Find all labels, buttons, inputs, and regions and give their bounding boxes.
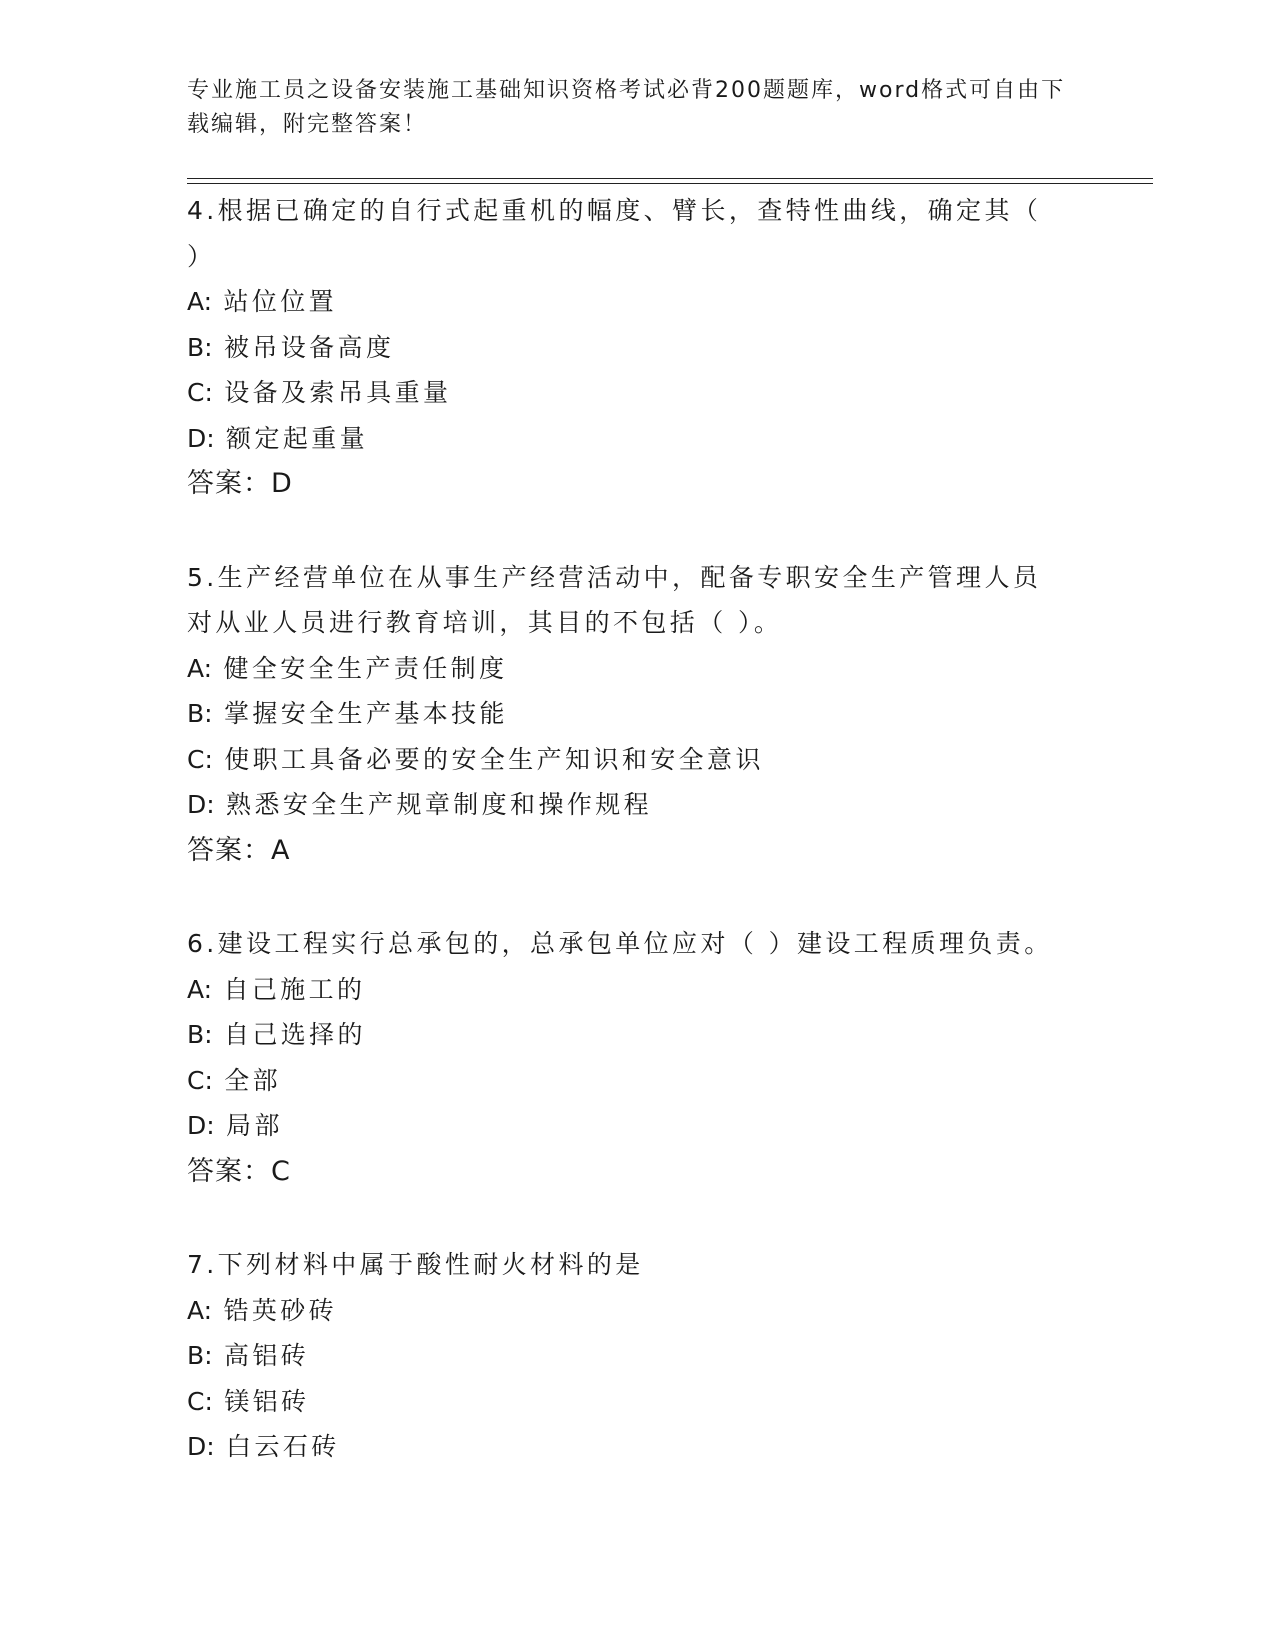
option-text: 高铝砖 — [223, 1341, 310, 1370]
option-d — [187, 1424, 1087, 1470]
option-a — [187, 646, 1087, 692]
option-text: 站位位置 — [223, 287, 338, 316]
question-item — [187, 1242, 1087, 1470]
option-b — [187, 1333, 1087, 1379]
header-divider-top — [187, 178, 1153, 179]
option-c — [187, 370, 1087, 416]
option-label: D: — [187, 790, 215, 819]
answer-line: 答案：D — [187, 468, 293, 499]
option-text: 额定起重量 — [226, 423, 369, 453]
question-item — [187, 188, 1087, 507]
option-text: 全部 — [224, 1065, 282, 1095]
option-text: 设备及索吊具重量 — [224, 378, 452, 407]
option-a — [187, 279, 1087, 325]
option-label: A: — [187, 653, 213, 683]
option-label: A: — [187, 287, 213, 316]
option-c — [187, 737, 1087, 783]
option-label: C: — [187, 1065, 213, 1095]
option-label: B: — [187, 1341, 213, 1370]
option-d — [187, 1103, 1087, 1149]
option-a — [187, 1288, 1087, 1334]
option-c — [187, 1379, 1087, 1425]
option-text: 自己选择的 — [223, 1020, 366, 1049]
option-text: 自己施工的 — [223, 974, 366, 1004]
option-label: B: — [187, 1020, 213, 1049]
option-c — [187, 1058, 1087, 1104]
header-divider-bottom — [187, 183, 1153, 184]
question-list — [187, 188, 1087, 1518]
option-text: 健全安全生产责任制度 — [223, 653, 508, 683]
question-stem: 7.下列材料中属于酸性耐火材料的是 — [187, 1250, 644, 1279]
question-stem: 6.建设工程实行总承包的，总承包单位应对（ ）建设工程质理负责。 — [187, 929, 1053, 958]
question-item — [187, 555, 1087, 874]
option-b — [187, 325, 1087, 371]
document-header: 专业施工员之设备安装施工基础知识资格考试必背200题题库，word格式可自由下载编辑，附完整答案！ — [187, 78, 1066, 137]
option-text: 锆英砂砖 — [223, 1295, 338, 1325]
option-label: A: — [187, 974, 213, 1004]
answer-line: 答案：A — [187, 834, 291, 866]
option-d — [187, 416, 1087, 462]
option-text: 使职工具备必要的安全生产知识和安全意识 — [224, 744, 764, 774]
option-label: C: — [187, 378, 213, 407]
option-text: 被吊设备高度 — [223, 332, 395, 362]
option-text: 镁铝砖 — [224, 1386, 310, 1416]
option-d — [187, 782, 1087, 828]
question-stem: 5.生产经营单位在从事生产经营活动中，配备专职安全生产管理人员对从业人员进行教育培训，其目的不包括（ ）。 — [187, 562, 1042, 637]
answer-line: 答案：C — [187, 1155, 291, 1187]
option-label: C: — [187, 744, 213, 774]
option-text: 白云石砖 — [226, 1432, 340, 1461]
option-text: 熟悉安全生产规章制度和操作规程 — [226, 790, 653, 819]
question-stem: 4.根据已确定的自行式起重机的幅度、臂长，查特性曲线，确定其（ ） — [187, 196, 1042, 271]
option-label: B: — [187, 332, 213, 362]
option-label: D: — [187, 423, 215, 453]
question-item — [187, 921, 1087, 1194]
option-text: 掌握安全生产基本技能 — [223, 699, 508, 728]
option-a — [187, 967, 1087, 1013]
option-label: A: — [187, 1295, 213, 1325]
option-label: D: — [187, 1111, 215, 1140]
option-label: C: — [187, 1386, 213, 1416]
option-b — [187, 1012, 1087, 1058]
option-label: B: — [187, 699, 213, 728]
option-b — [187, 691, 1087, 737]
option-label: D: — [187, 1432, 215, 1461]
option-text: 局部 — [226, 1111, 283, 1140]
